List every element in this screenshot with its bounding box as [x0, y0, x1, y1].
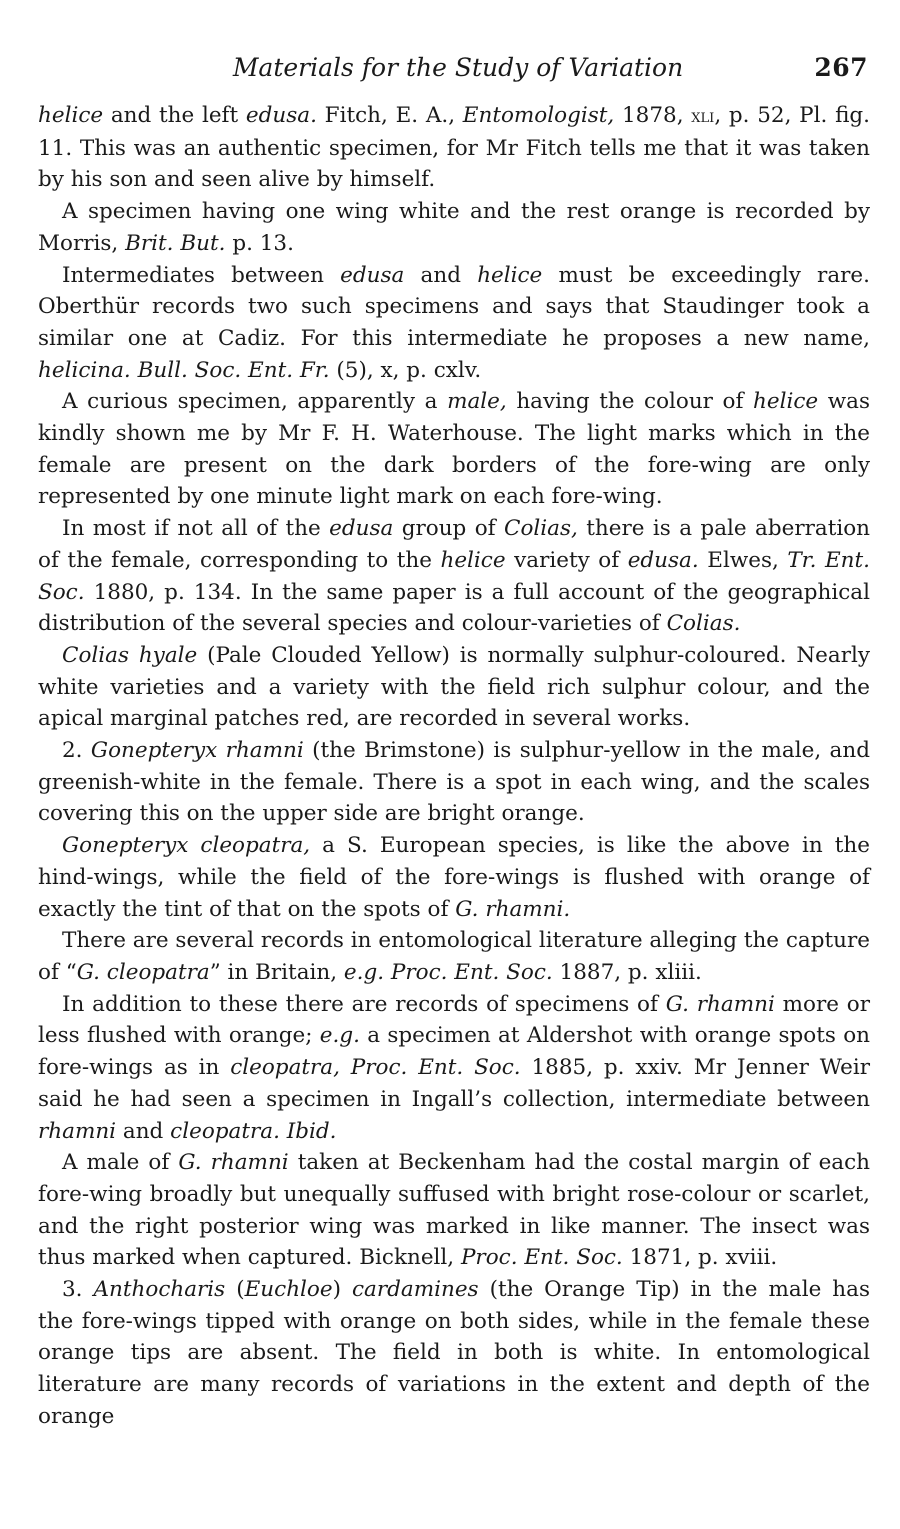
paragraph	[38, 386, 870, 513]
text-run: Fitch, E. A.,	[316, 103, 463, 128]
paragraph	[38, 1147, 870, 1274]
text-run: (the Orange Tip) in the male has the fore-wings tipped with orange on both sides, while in the female these orange tips are absent. The field in both is white. In entomological literature are many records of variations in the extent and depth of the orange	[38, 1277, 870, 1429]
text-run: 1880, p. 134. In the same paper is a full account of the geographical distribution of the several species and colour-varieties of	[38, 579, 870, 637]
paragraph	[38, 260, 870, 387]
paragraph	[38, 640, 870, 735]
italic-text: Colias.	[666, 611, 741, 637]
italic-text: edusa.	[627, 547, 699, 573]
running-head	[38, 50, 870, 86]
text-run: In most if not all of the	[62, 516, 330, 542]
italic-text: helice	[477, 262, 543, 288]
paragraph	[38, 830, 870, 925]
text-run: group of	[393, 516, 505, 542]
italic-text: Colias hyale	[62, 642, 198, 668]
text-run: more or less flushed with orange;	[38, 991, 870, 1049]
text-run: Elwes,	[698, 547, 788, 573]
italic-text: rhamni	[38, 1118, 117, 1144]
italic-text: Colias,	[504, 516, 578, 542]
text-run: was kindly shown me by Mr F. H. Waterhouse. The light marks which in the female are present on the dark borders of the fore-wing are only represented by one minute light mark on each fore-wing.	[38, 389, 870, 510]
text-run: (the Brimstone) is sulphur-yellow in the male, and greenish-white in the female. There is a spot in each wing, and the scales covering this on the upper side are bright orange.	[38, 738, 870, 827]
italic-text: Euchloe	[244, 1277, 333, 1303]
italic-text: Entomologist,	[462, 103, 615, 128]
text-run: There are several records in entomological literature alleging the capture of “	[38, 928, 870, 985]
text-run: and the left	[103, 103, 246, 128]
italic-text: G. cleopatra	[76, 959, 210, 985]
italic-text: cardamines	[351, 1277, 479, 1303]
italic-text: e.g. Proc. Ent. Soc.	[343, 959, 553, 985]
paragraph	[38, 735, 870, 830]
italic-text: cleopatra. Ibid.	[170, 1118, 337, 1144]
book-page	[38, 50, 870, 1433]
running-title: Materials for the Study of Variation	[232, 53, 684, 82]
italic-text: edusa.	[245, 103, 317, 128]
text-run: A curious specimen, apparently a	[62, 389, 448, 415]
paragraph	[38, 196, 870, 259]
italic-text: cleopatra, Proc. Ent. Soc.	[230, 1055, 521, 1081]
text-run: a S. European species, is like the above in the hind-wings, while the field of the fore-wings is flushed with orange of exactly the tint of that on the spots of	[38, 833, 870, 922]
text-run: 1878,	[614, 103, 692, 128]
italic-text: Tr. Ent. Soc.	[38, 547, 870, 605]
italic-text: edusa	[340, 262, 405, 288]
italic-text: Brit. But.	[125, 230, 226, 256]
text-run: (Pale Clouded Yellow) is normally sulphur-coloured. Nearly white varieties and a variety with the field rich sulphur colour, and the apical marginal patches red, are recorded in several works.	[38, 642, 871, 732]
italic-text: helice	[38, 103, 104, 128]
text-run: (5), x, p. cxlv.	[329, 357, 482, 383]
text-run: variety of	[505, 547, 628, 573]
text-run: must be exceedingly rare. Oberthür records two such specimens and says that Staudinger took a similar one at Cadiz. For this intermediate he proposes a new name,	[38, 262, 870, 351]
text-run: 2.	[62, 738, 91, 764]
italic-text: Gonepteryx rhamni	[90, 738, 304, 764]
text-run: taken at Beckenham had the costal margin of each fore-wing broadly but unequally suffused with bright rose-colour or scarlet, and the right posterior wing was marked in like manner. The insect was thus marked when captured. Bicknell,	[38, 1150, 871, 1271]
text-run: p. 13.	[225, 230, 294, 256]
page-number: 267	[814, 53, 868, 82]
paragraph	[38, 1274, 870, 1433]
italic-text: G. rhamni	[178, 1150, 289, 1176]
paragraph	[38, 100, 870, 196]
text-run: and	[404, 262, 478, 288]
text-run: (	[225, 1277, 245, 1303]
text-run: , p. 52, Pl. fig. 11. This was an authentic specimen, for Mr Fitch tells me that it was taken by his son and seen alive by himself.	[38, 103, 871, 193]
italic-text: G. rhamni.	[455, 896, 571, 922]
italic-text: male,	[447, 389, 507, 415]
text-run: A male of	[62, 1150, 179, 1176]
italic-text: e.g.	[319, 1023, 360, 1049]
italic-text: Gonepteryx cleopatra,	[62, 833, 311, 859]
text-run: there is a pale aberration of the female, corresponding to the	[38, 516, 871, 573]
italic-text: helicina. Bull. Soc. Ent. Fr.	[38, 357, 330, 383]
text-run: having the colour of	[506, 389, 754, 415]
small-caps-text: xli	[691, 106, 715, 127]
paragraph	[38, 925, 870, 988]
text-run: In addition to these there are records of specimens of	[62, 991, 666, 1017]
body-text	[38, 100, 870, 1433]
text-run: and	[116, 1118, 171, 1144]
paragraph	[38, 989, 870, 1148]
text-run: 3.	[62, 1277, 94, 1303]
text-run: a specimen at Aldershot with orange spots on fore-wings as in	[38, 1023, 870, 1081]
text-run: 1887, p. xliii.	[552, 959, 702, 985]
italic-text: helice	[440, 547, 506, 573]
paragraph	[38, 513, 870, 640]
italic-text: G. rhamni	[665, 991, 775, 1017]
text-run: 1871, p. xviii.	[622, 1245, 778, 1271]
text-run: Intermediates between	[62, 262, 341, 288]
italic-text: helice	[753, 389, 819, 415]
text-run: 1885, p. xxiv. Mr Jenner Weir said he had seen a specimen in Ingall’s collection, intermediate between	[38, 1055, 870, 1112]
italic-text: edusa	[329, 516, 394, 542]
text-run: )	[332, 1277, 352, 1303]
italic-text: Anthocharis	[93, 1277, 226, 1303]
text-run: ” in Britain,	[209, 959, 344, 985]
italic-text: Proc. Ent. Soc.	[460, 1245, 623, 1271]
text-run: A specimen having one wing white and the rest orange is recorded by Morris,	[38, 199, 870, 256]
